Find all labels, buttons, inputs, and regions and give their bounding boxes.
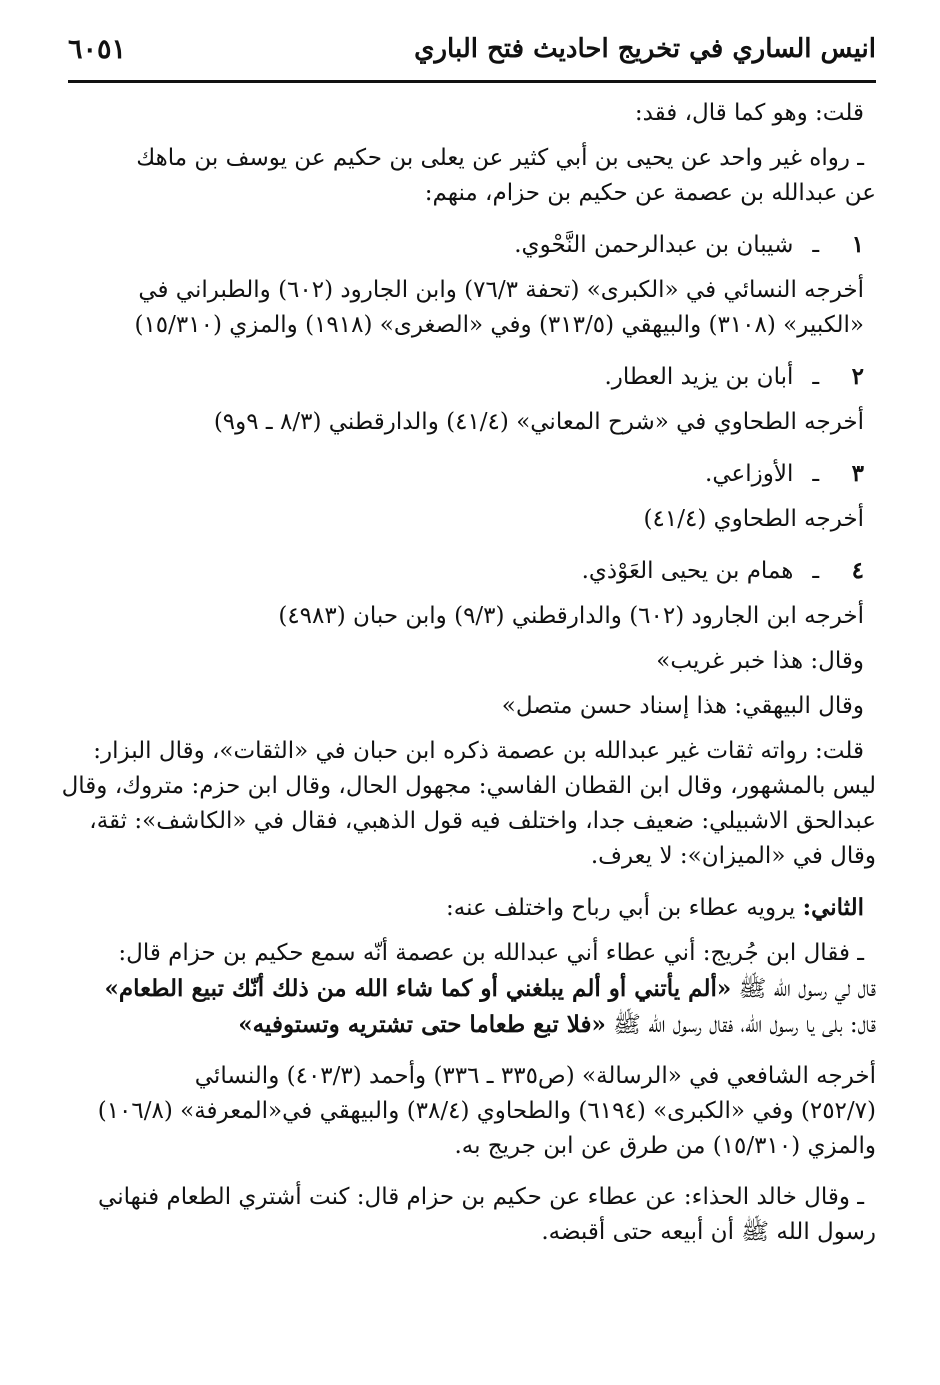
text-line: أخرجه النسائي في «الكبرى» (تحفة ٧٦/٣) وابن الجارود (٦٠٢) والطبراني في [138, 277, 864, 303]
text-line: ـ وقال خالد الحذاء: عن عطاء عن حكيم بن حزام قال: كنت أشتري الطعام فنهاني [98, 1184, 864, 1210]
item-number: ٤ [851, 557, 864, 584]
section-text: يرويه عطاء بن أبي رباح واختلف عنه: [445, 895, 796, 921]
list-item-text [70, 502, 876, 537]
text-line: أخرجه الطحاوي في «شرح المعاني» (٤١/٤) والدارقطني (٨/٣ ـ ٩و٩) [213, 409, 864, 435]
narrator-name: الأوزاعي. [705, 461, 794, 487]
text-line: ليس بالمشهور، وقال ابن القطان الفاسي: مجهول الحال، وقال ابن حزم: متروك، وقال [61, 773, 876, 799]
page-number: ٦٠٥١ [68, 34, 127, 65]
narrator-name: شيبان بن عبدالرحمن النَّحْوي. [514, 232, 794, 258]
list-item-text [70, 273, 876, 343]
hadith-intro: قال: بلى يا رسول الله، فقال رسول الله ﷺ [613, 1012, 876, 1038]
text-line: عن عبدالله بن عصمة عن حكيم بن حزام، منهم: [424, 180, 876, 206]
paragraph-intro [70, 96, 876, 131]
text-line: وقال: هذا خبر غريب» [656, 648, 864, 674]
item-number: ٢ [851, 363, 864, 390]
page-body [61, 96, 876, 1260]
text-line: أخرجه ابن الجارود (٦٠٢) والدارقطني (٩/٣) وابن حبان (٤٩٨٣) [278, 603, 864, 629]
text-line [70, 890, 864, 926]
text-line: رسول الله ﷺ أن أبيعه حتى أقبضه. [541, 1219, 876, 1245]
text-line [70, 1007, 876, 1043]
text-line: أخرجه الطحاوي (٤١/٤) [643, 506, 864, 532]
section-label: الثاني: [802, 894, 864, 921]
text-line: ـ رواه غير واحد عن يحيى بن أبي كثير عن يعلى بن حكيم عن يوسف بن ماهك [136, 145, 864, 171]
list-item-heading [70, 456, 876, 492]
item-dash: ـ [812, 558, 820, 584]
paragraph-second-route [70, 890, 876, 926]
list-item-heading [70, 359, 876, 395]
hadith-intro: قال لي رسول الله ﷺ [738, 976, 876, 1002]
text-line: ـ فقال ابن جُريج: أني عطاء أني عبدالله بن عصمة أنّه سمع حكيم بن حزام قال: [118, 940, 864, 966]
text-line: (٢٥٢/٧) وفي «الكبرى» (٦١٩٤) والطحاوي (٣٨/٤) والبيهقي في«المعرفة» (١٠٦/٨) [97, 1098, 876, 1124]
paragraph-assessment [61, 734, 876, 874]
text-line: أخرجه الشافعي في «الرسالة» (ص٣٣٥ ـ ٣٣٦) وأحمد (٤٠٣/٣) والنسائي [194, 1063, 876, 1089]
list-item-text [70, 689, 876, 724]
list-item-heading [70, 227, 876, 263]
text-line: والمزي (١٥/٣١٠) من طرق عن ابن جريج به. [454, 1133, 876, 1159]
text-line: عبدالحق الاشبيلي: ضعيف جدا، واختلف فيه قول الذهبي، فقال في «الكاشف»: ثقة، [89, 808, 876, 834]
text-line: قلت: وهو كما قال، فقد: [634, 100, 864, 126]
hadith-quote: «ألم يأتني أو ألم يبلغني أو كما شاء الله من ذلك أنّك تبيع الطعام» [104, 975, 732, 1002]
text-line: قلت: رواته ثقات غير عبدالله بن عصمة ذكره ابن حبان في «الثقات»، وقال البزار: [93, 738, 864, 764]
text-line [70, 971, 876, 1007]
list-item-text [70, 599, 876, 634]
narrator-name: أبان بن يزيد العطار. [604, 364, 794, 390]
narrator-name: همام بن يحيى العَوْذي. [581, 558, 794, 584]
item-number: ٣ [851, 460, 864, 487]
item-dash: ـ [812, 232, 820, 258]
hadith-quote: «فلا تبع طعاما حتى تشتريه وتستوفيه» [238, 1011, 606, 1038]
paragraph-takhrij [70, 1059, 876, 1164]
item-dash: ـ [812, 364, 820, 390]
paragraph-narration [70, 141, 876, 211]
paragraph-khalid [70, 1180, 876, 1250]
text-line: وقال في «الميزان»: لا يعرف. [590, 843, 876, 869]
list-item-text [70, 405, 876, 440]
page-header [68, 30, 876, 76]
item-dash: ـ [812, 461, 820, 487]
list-item-text [70, 644, 876, 679]
text-line: «الكبير» (٣١٠٨) والبيهقي (٣١٣/٥) وفي «الصغرى» (١٩١٨) والمزي (١٥/٣١٠) [134, 312, 864, 338]
list-item-heading [70, 553, 876, 589]
header-divider [68, 80, 876, 83]
item-number: ١ [851, 231, 864, 258]
paragraph-hadith [70, 936, 876, 1043]
text-line: وقال البيهقي: هذا إسناد حسن متصل» [501, 693, 864, 719]
running-title: انيس الساري في تخريج احاديث فتح الباري [414, 34, 876, 64]
